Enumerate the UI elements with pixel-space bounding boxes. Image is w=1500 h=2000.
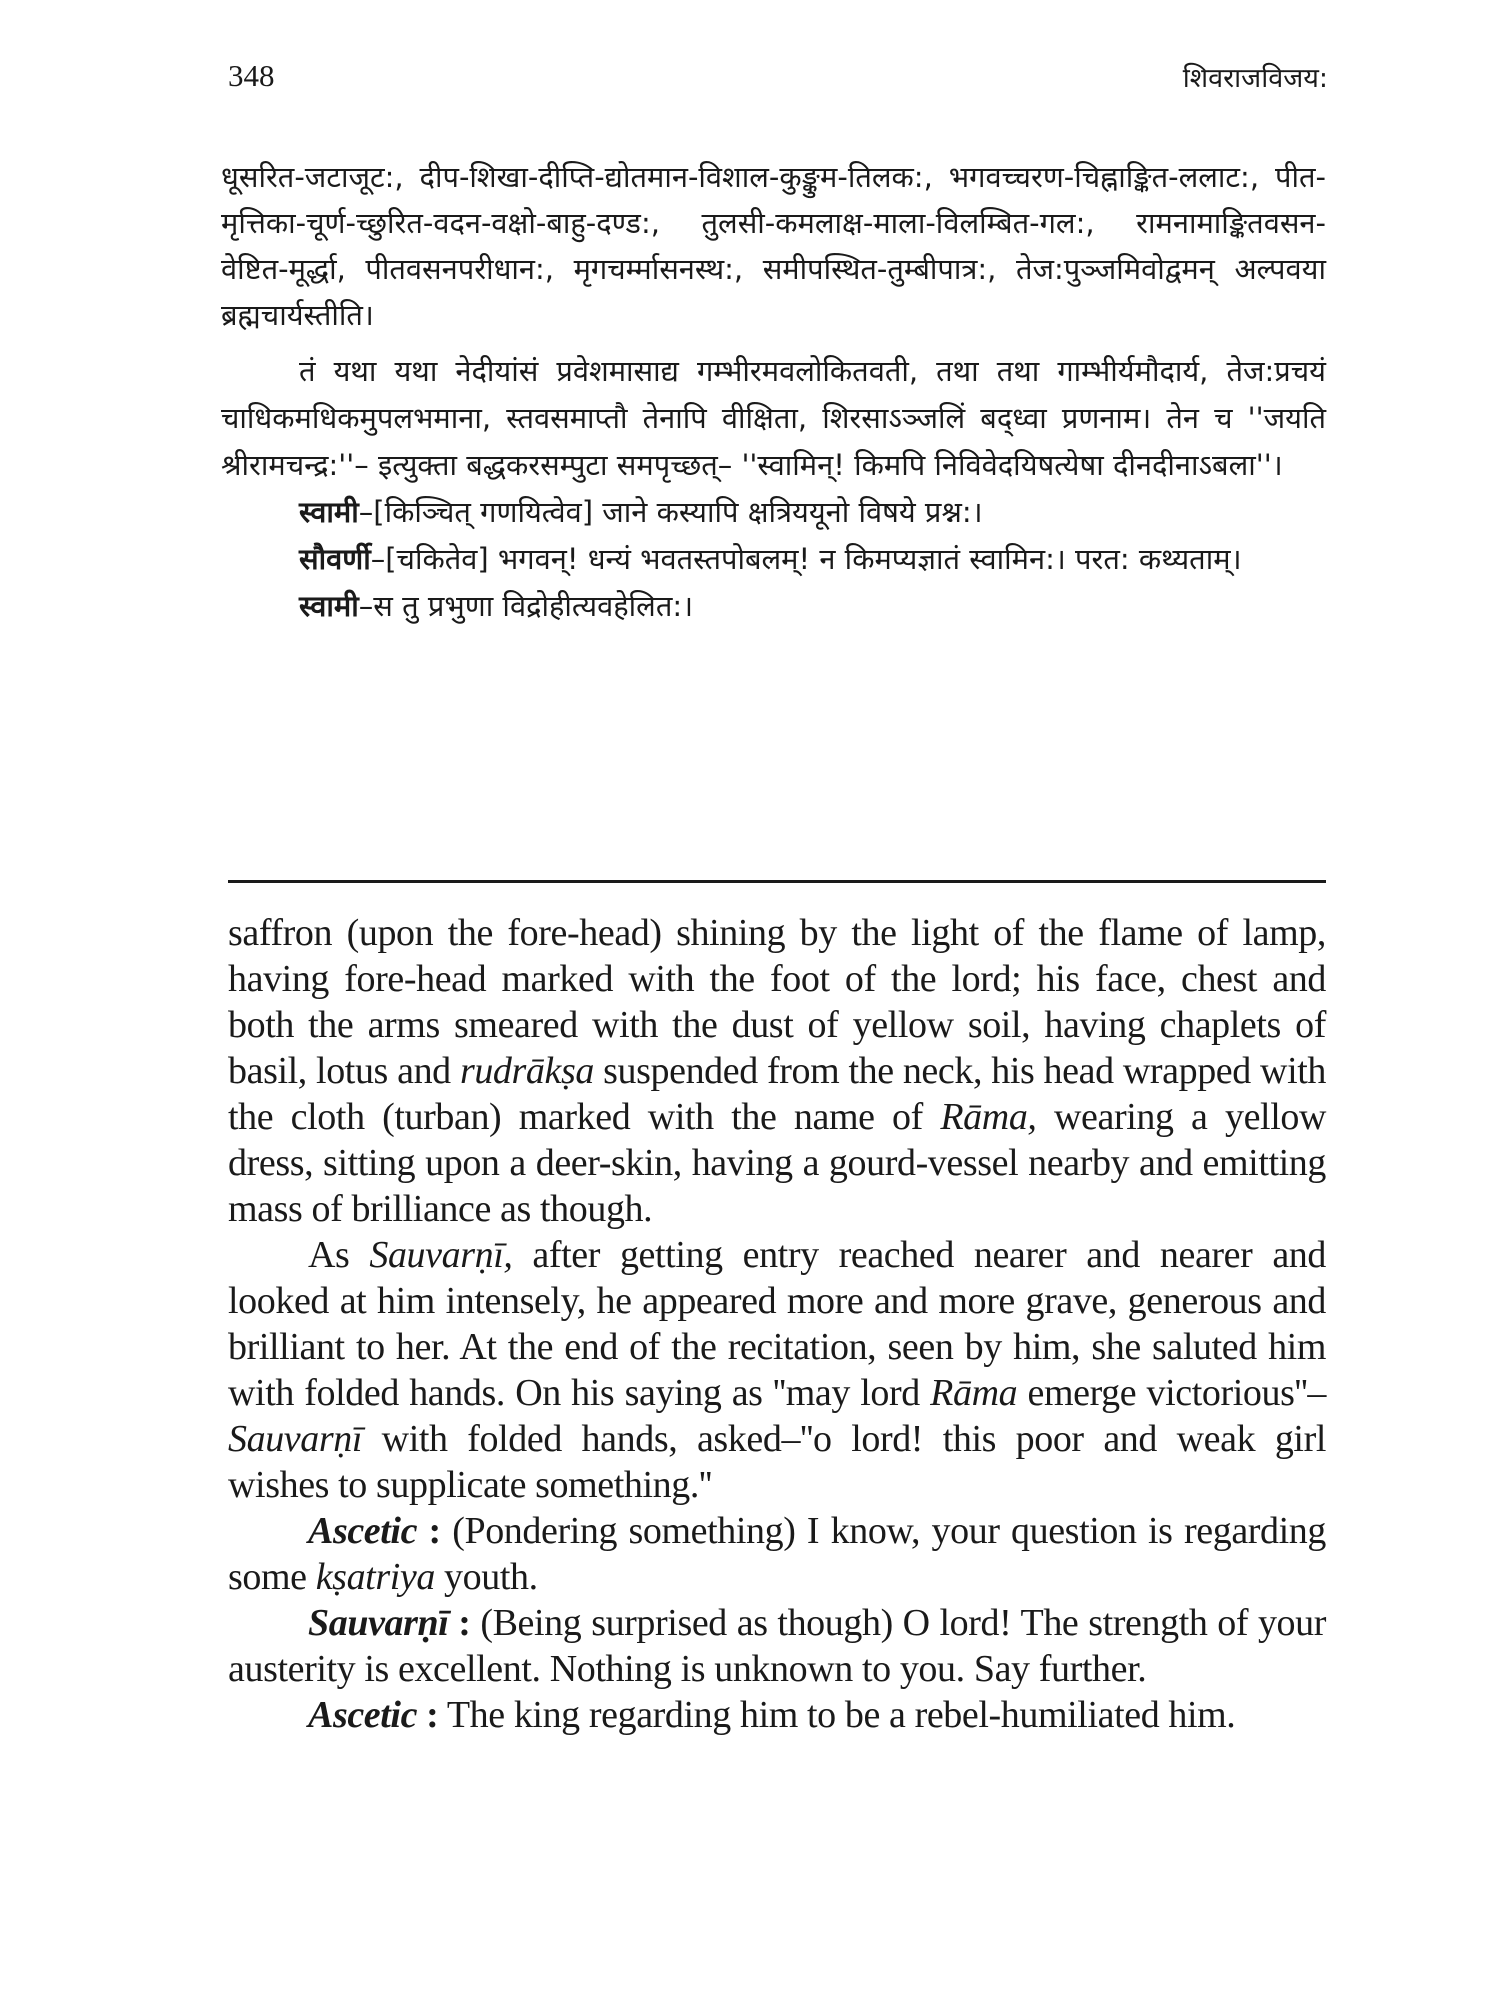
running-title: शिवराजविजय: [1182, 63, 1328, 94]
page-header [228, 58, 1328, 108]
speaker-name: सौवर्णी [299, 542, 371, 576]
text-run: after getting entry reached nearer and nearer and looked at him intensely, he appeared more and more grave, generous and brilliant to her. At the end of the recitation, seen by him, she saluted him with folded hands. On his saying as ''may lord [228, 1234, 1326, 1414]
sanskrit-paragraph: तं यथा यथा नेदीयांसं प्रवेशमासाद्य गम्भीरमवलोकितवती, तथा तथा गाम्भीर्यमौदार्य, तेज:प्रचयं चाधिकमधिकमुपलभमाना, स्तवसमाप्तौ तेनापि वीक्षिता, शिरसाऽञ्जलिं बद्ध्वा प्रणनाम। तेन च ''जयति श्रीरामचन्द्र:''– इत्युक्ता बद्धकरसम्पुटा समपृच्छत्– ''स्वामिन्! किमपि निविवेदयिषत्येषा दीनदीनाऽबला''। [221, 354, 1326, 482]
sanskrit-dialogue-line [221, 489, 1326, 536]
sanskrit-paragraph: धूसरित-जटाजूट:, दीप-शिखा-दीप्ति-द्योतमान-विशाल-कुङ्कुम-तिलक:, भगवच्चरण-चिह्नाङ्कित-ललाट:, पीत-मृत्तिका-चूर्ण-च्छुरित-वदन-वक्षो-बाहु-दण्ड:, तुलसी-कमलाक्ष-माला-विलम्बित-गल:, रामनामाङ्कितवसन-वेष्टित-मूर्द्धा, पीतवसनपरीधान:, मृगचर्म्मासनस्थ:, समीपस्थित-तुम्बीपात्र:, तेज:पुञ्जमिवोद्वमन् अल्पवया ब्रह्मचार्यस्तीति। [221, 160, 1326, 332]
sanskrit-dialogue-line [221, 536, 1326, 583]
italic-term: Sauvarṇī [228, 1418, 363, 1460]
text-run: wearing a yellow dress, sitting upon a deer-skin, having a gourd-vessel nearby and emitting mass of brilliance as though. [228, 1096, 1326, 1230]
italic-term: Sauvarṇī, [369, 1234, 513, 1276]
speaker-colon: : [417, 1510, 441, 1552]
italic-term: kṣatriya [315, 1556, 435, 1598]
section-divider [228, 880, 1326, 883]
speaker-colon: : [417, 1694, 439, 1736]
translation-dialogue-line [228, 1600, 1326, 1692]
dialogue-text: –[किञ्चित् गणयित्वेव] जाने कस्यापि क्षत्रिययूनो विषये प्रश्न:। [358, 495, 983, 529]
text-run: As [308, 1234, 370, 1276]
italic-term: Rāma [930, 1372, 1018, 1414]
sanskrit-dialogue-line [221, 583, 1326, 630]
text-run: The king regarding him to be a rebel-humiliated him. [438, 1694, 1236, 1736]
text-run: with folded hands, asked–''o lord! this poor and weak girl wishes to supplicate something.'' [228, 1418, 1326, 1506]
speaker-colon: : [448, 1602, 471, 1644]
text-run: saffron (upon the fore-head) shining by the light of the flame of lamp, having fore-head marked with the foot of the lord; his face, chest and both the arms smeared with the dust of yellow soil, having chaplets of basil, lotus and [228, 912, 1326, 1092]
text-run: emerge victorious''– [1017, 1372, 1326, 1414]
text-run: suspended from the neck, his head wrapped with the cloth (turban) marked with the name of [228, 1050, 1326, 1138]
dialogue-text: –स तु प्रभुणा विद्रोहीत्यवहेलित:। [358, 589, 694, 623]
english-translation-block [228, 910, 1326, 1738]
italic-term: rudrākṣa [459, 1050, 594, 1092]
translation-paragraph [228, 1232, 1326, 1508]
text-run: (Being surprised as though) O lord! The strength of your austerity is excellent. Nothing is unknown to you. Say further. [228, 1602, 1327, 1690]
italic-term: Rāma, [940, 1096, 1037, 1138]
translation-dialogue-line [228, 1692, 1326, 1738]
speaker-name: Ascetic [308, 1694, 418, 1736]
text-run: (Pondering something) I know, your question is regarding some [228, 1510, 1327, 1598]
translation-dialogue-line [228, 1508, 1326, 1600]
page-number: 348 [228, 58, 275, 93]
speaker-name: Ascetic [308, 1510, 418, 1552]
translation-paragraph [228, 910, 1326, 1232]
text-run: youth. [434, 1556, 538, 1598]
speaker-name: स्वामी [299, 495, 359, 529]
speaker-name: Sauvarṇī [308, 1602, 449, 1644]
dialogue-text: –[चकितेव] भगवन्! धन्यं भवतस्तपोबलम्! न किमप्यज्ञातं स्वामिन:। परत: कथ्यताम्। [370, 542, 1242, 576]
speaker-name: स्वामी [299, 589, 359, 623]
sanskrit-text-block [221, 154, 1326, 630]
